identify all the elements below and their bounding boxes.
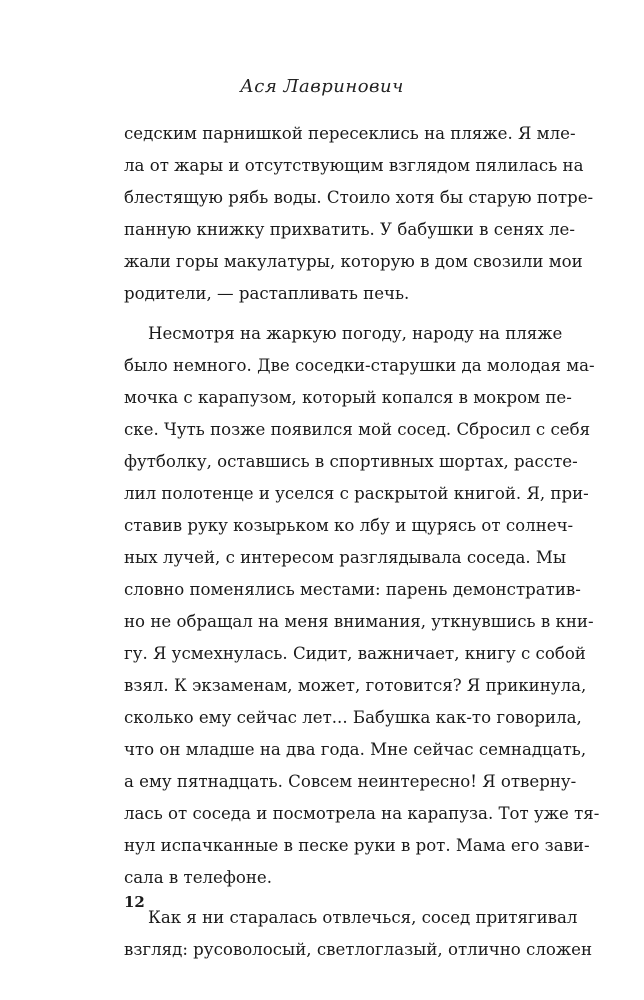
text-line: ставив руку козырьком ко лбу и щурясь от солнеч- [124, 516, 574, 535]
text-line: гу. Я усмехнулась. Сидит, важничает, книгу с собой [124, 644, 586, 663]
text-line: ске. Чуть позже появился мой сосед. Сбросил с себя [124, 420, 591, 439]
text-line: ных лучей, с интересом разглядывала соседа. Мы [124, 548, 567, 567]
text-line: было немного. Две соседки-старушки да молодая ма- [124, 356, 595, 375]
text-line: словно поменялись местами: парень демонстратив- [124, 580, 581, 599]
text-line: сала в телефоне. [124, 868, 273, 887]
running-header: Ася Лавринович [240, 76, 404, 97]
text-line: футболку, оставшись в спортивных шортах, рассте- [124, 452, 578, 471]
text-line: взгляд: русоволосый, светлоглазый, отлично сложен [124, 940, 593, 959]
text-line: блестящую рябь воды. Стоило хотя бы старую потре- [124, 188, 594, 207]
text-line: Как я ни старалась отвлечься, сосед притягивал [148, 908, 578, 927]
text-line: нул испачканные в песке руки в рот. Мама его зави- [124, 836, 590, 855]
body-text [124, 118, 600, 966]
page-number: 12 [124, 893, 145, 911]
text-line: панную книжку прихватить. У бабушки в сенях ле- [124, 220, 575, 239]
text-line: что он младше на два года. Мне сейчас семнадцать, [124, 740, 587, 759]
text-line: ла от жары и отсутствующим взглядом пялилась на [124, 156, 584, 175]
text-line: но не обращал на меня внимания, уткнувшись в кни- [124, 612, 594, 631]
text-line: взял. К экзаменам, может, готовится? Я прикинула, [124, 676, 587, 695]
text-line: лил полотенце и уселся с раскрытой книгой. Я, при- [124, 484, 589, 503]
text-line: родители, — растапливать печь. [124, 284, 410, 303]
text-line: сколько ему сейчас лет... Бабушка как-то говорила, [124, 708, 582, 727]
text-line: жали горы макулатуры, которую в дом свозили мои [124, 252, 583, 271]
text-line: лась от соседа и посмотрела на карапуза. Тот уже тя- [124, 804, 600, 823]
text-line: седским парнишкой пересеклись на пляже. Я мле- [124, 124, 576, 143]
text-line: а ему пятнадцать. Совсем неинтересно! Я отверну- [124, 772, 577, 791]
text-line: мочка с карапузом, который копался в мокром пе- [124, 388, 572, 407]
text-line: Несмотря на жаркую погоду, народу на пляже [148, 324, 563, 343]
